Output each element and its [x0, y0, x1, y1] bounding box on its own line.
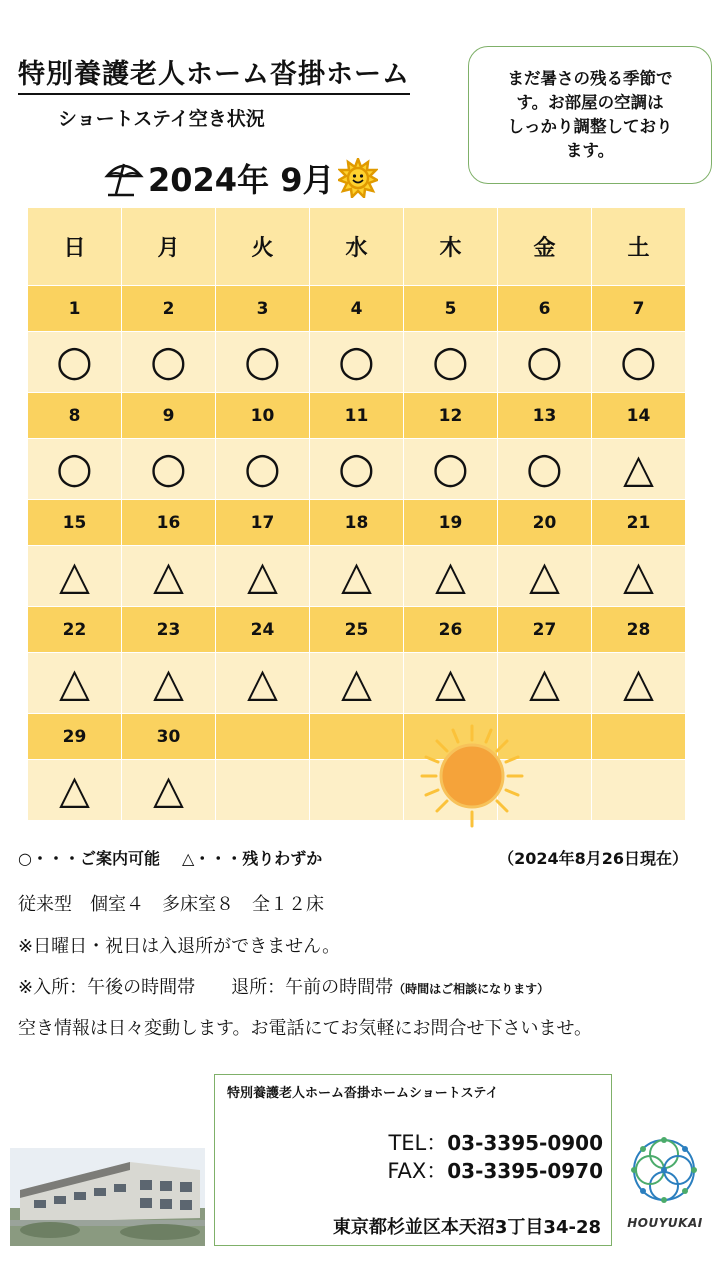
few-left-mark: △ — [153, 553, 184, 599]
availability-cell — [310, 653, 404, 714]
fax-row — [387, 1155, 603, 1185]
few-left-mark: △ — [341, 553, 372, 599]
availability-row — [28, 332, 686, 393]
availability-cell — [592, 653, 686, 714]
availability-cell — [216, 760, 310, 821]
few-left-mark: △ — [341, 660, 372, 706]
available-mark: ○ — [150, 443, 187, 492]
availability-row — [28, 546, 686, 607]
availability-cell — [28, 546, 122, 607]
date-cell: 14 — [592, 393, 686, 439]
date-cell: 23 — [122, 607, 216, 653]
fax-number: 03-3395-0970 — [447, 1159, 603, 1183]
few-left-mark: △ — [623, 553, 654, 599]
date-cell: 7 — [592, 286, 686, 332]
few-left-mark: △ — [247, 660, 278, 706]
weekday-label: 金 — [498, 208, 592, 286]
few-left-mark: △ — [435, 660, 466, 706]
available-mark: ○ — [56, 443, 93, 492]
availability-cell — [310, 332, 404, 393]
legend-available: ○・・・ご案内可能 — [18, 849, 160, 868]
availability-row — [28, 653, 686, 714]
sunday-note: ※日曜日・祝日は入退所ができません。 — [18, 936, 341, 957]
availability-cell — [310, 439, 404, 500]
date-cell: 1 — [28, 286, 122, 332]
month-heading — [104, 156, 378, 200]
availability-cell — [28, 332, 122, 393]
facility-name: 特別養護老人ホーム沓掛ホームショートステイ — [227, 1086, 499, 1101]
date-row — [28, 607, 686, 653]
fax-label: FAX： — [387, 1159, 448, 1183]
availability-cell — [122, 546, 216, 607]
date-cell: 10 — [216, 393, 310, 439]
date-row — [28, 393, 686, 439]
few-left-mark: △ — [59, 553, 90, 599]
date-cell — [216, 714, 310, 760]
facility-building-image — [10, 1148, 205, 1246]
date-cell: 28 — [592, 607, 686, 653]
date-cell: 27 — [498, 607, 592, 653]
availability-cell — [404, 332, 498, 393]
date-cell: 19 — [404, 500, 498, 546]
availability-cell — [498, 653, 592, 714]
availability-cell — [498, 546, 592, 607]
date-cell: 26 — [404, 607, 498, 653]
date-cell: 25 — [310, 607, 404, 653]
few-left-mark: △ — [153, 660, 184, 706]
availability-cell — [216, 546, 310, 607]
tel-label: TEL： — [388, 1131, 448, 1155]
available-mark: ○ — [432, 443, 469, 492]
available-mark: ○ — [56, 336, 93, 385]
availability-cell — [310, 760, 404, 821]
date-row — [28, 286, 686, 332]
availability-cell — [28, 760, 122, 821]
availability-cell — [498, 439, 592, 500]
page-title: 特別養護老人ホーム沓掛ホーム — [18, 52, 410, 95]
contact-box — [214, 1074, 612, 1246]
houyukai-logo-icon — [626, 1132, 702, 1208]
availability-cell — [122, 439, 216, 500]
weekday-header-row — [28, 208, 686, 286]
availability-cell — [216, 332, 310, 393]
availability-cell — [592, 332, 686, 393]
weekday-label: 日 — [28, 208, 122, 286]
weekday-label: 火 — [216, 208, 310, 286]
few-left-mark: △ — [59, 660, 90, 706]
weekday-label: 木 — [404, 208, 498, 286]
weekday-label: 水 — [310, 208, 404, 286]
available-mark: ○ — [432, 336, 469, 385]
beach-umbrella-icon — [104, 158, 144, 198]
times-sub-note: （時間はご相談になります） — [393, 982, 550, 996]
vacancy-note: 空き情報は日々変動します。お電話にてお気軽にお問合せ下さいませ。 — [18, 1018, 593, 1039]
few-left-mark: △ — [153, 767, 184, 813]
notice-box: まだ暑さの残る季節で す。お部屋の空調は しっかり調整しており ます。 — [468, 46, 712, 184]
date-row — [28, 714, 686, 760]
few-left-mark: △ — [529, 660, 560, 706]
availability-cell — [122, 332, 216, 393]
available-mark: ○ — [620, 336, 657, 385]
tel-number[interactable]: 03-3395-0900 — [447, 1131, 603, 1155]
room-info: 従来型 個室４ 多床室８ 全１２床 — [18, 894, 324, 915]
times-note — [18, 973, 549, 999]
available-mark: ○ — [526, 336, 563, 385]
availability-cell — [498, 760, 592, 821]
date-cell — [404, 714, 498, 760]
tel-row — [388, 1127, 603, 1157]
date-cell: 5 — [404, 286, 498, 332]
date-cell: 15 — [28, 500, 122, 546]
available-mark: ○ — [244, 443, 281, 492]
availability-cell — [592, 439, 686, 500]
few-left-mark: △ — [59, 767, 90, 813]
available-mark: ○ — [150, 336, 187, 385]
availability-cell — [28, 439, 122, 500]
date-cell — [498, 714, 592, 760]
date-cell — [310, 714, 404, 760]
availability-cell — [592, 546, 686, 607]
availability-cell — [404, 546, 498, 607]
few-left-mark: △ — [623, 446, 654, 492]
date-cell: 13 — [498, 393, 592, 439]
availability-calendar — [27, 207, 686, 821]
date-cell: 22 — [28, 607, 122, 653]
as-of-date: （2024年8月26日現在） — [498, 849, 688, 868]
availability-cell — [404, 439, 498, 500]
available-mark: ○ — [338, 336, 375, 385]
available-mark: ○ — [338, 443, 375, 492]
date-cell: 9 — [122, 393, 216, 439]
date-cell: 21 — [592, 500, 686, 546]
month-label: 2024年 9月 — [148, 161, 335, 199]
date-cell: 29 — [28, 714, 122, 760]
available-mark: ○ — [526, 443, 563, 492]
availability-cell — [216, 653, 310, 714]
availability-cell — [122, 653, 216, 714]
date-cell: 20 — [498, 500, 592, 546]
logo-text: HOUYUKAI — [627, 1216, 703, 1230]
legend — [18, 846, 708, 869]
few-left-mark: △ — [529, 553, 560, 599]
availability-cell — [498, 332, 592, 393]
date-cell: 30 — [122, 714, 216, 760]
date-cell: 6 — [498, 286, 592, 332]
address: 東京都杉並区本天沼3丁目34-28 — [332, 1217, 601, 1238]
availability-cell — [592, 760, 686, 821]
availability-row — [28, 439, 686, 500]
date-cell: 18 — [310, 500, 404, 546]
availability-cell — [216, 439, 310, 500]
few-left-mark: △ — [247, 553, 278, 599]
available-mark: ○ — [244, 336, 281, 385]
date-row — [28, 500, 686, 546]
weekday-label: 月 — [122, 208, 216, 286]
date-cell: 8 — [28, 393, 122, 439]
page-subtitle: ショートステイ空き状況 — [58, 108, 265, 130]
date-cell: 4 — [310, 286, 404, 332]
availability-row — [28, 760, 686, 821]
few-left-mark: △ — [623, 660, 654, 706]
date-cell: 24 — [216, 607, 310, 653]
times-text: ※入所：午後の時間帯 退所：午前の時間帯 — [18, 977, 394, 998]
sun-icon — [338, 158, 378, 198]
date-cell: 17 — [216, 500, 310, 546]
date-cell: 3 — [216, 286, 310, 332]
date-cell: 12 — [404, 393, 498, 439]
date-cell: 11 — [310, 393, 404, 439]
availability-cell — [404, 760, 498, 821]
date-cell: 2 — [122, 286, 216, 332]
availability-cell — [404, 653, 498, 714]
legend-few: △・・・残りわずか — [181, 849, 323, 868]
availability-cell — [122, 760, 216, 821]
few-left-mark: △ — [435, 553, 466, 599]
date-cell: 16 — [122, 500, 216, 546]
weekday-label: 土 — [592, 208, 686, 286]
date-cell — [592, 714, 686, 760]
availability-cell — [28, 653, 122, 714]
availability-cell — [310, 546, 404, 607]
